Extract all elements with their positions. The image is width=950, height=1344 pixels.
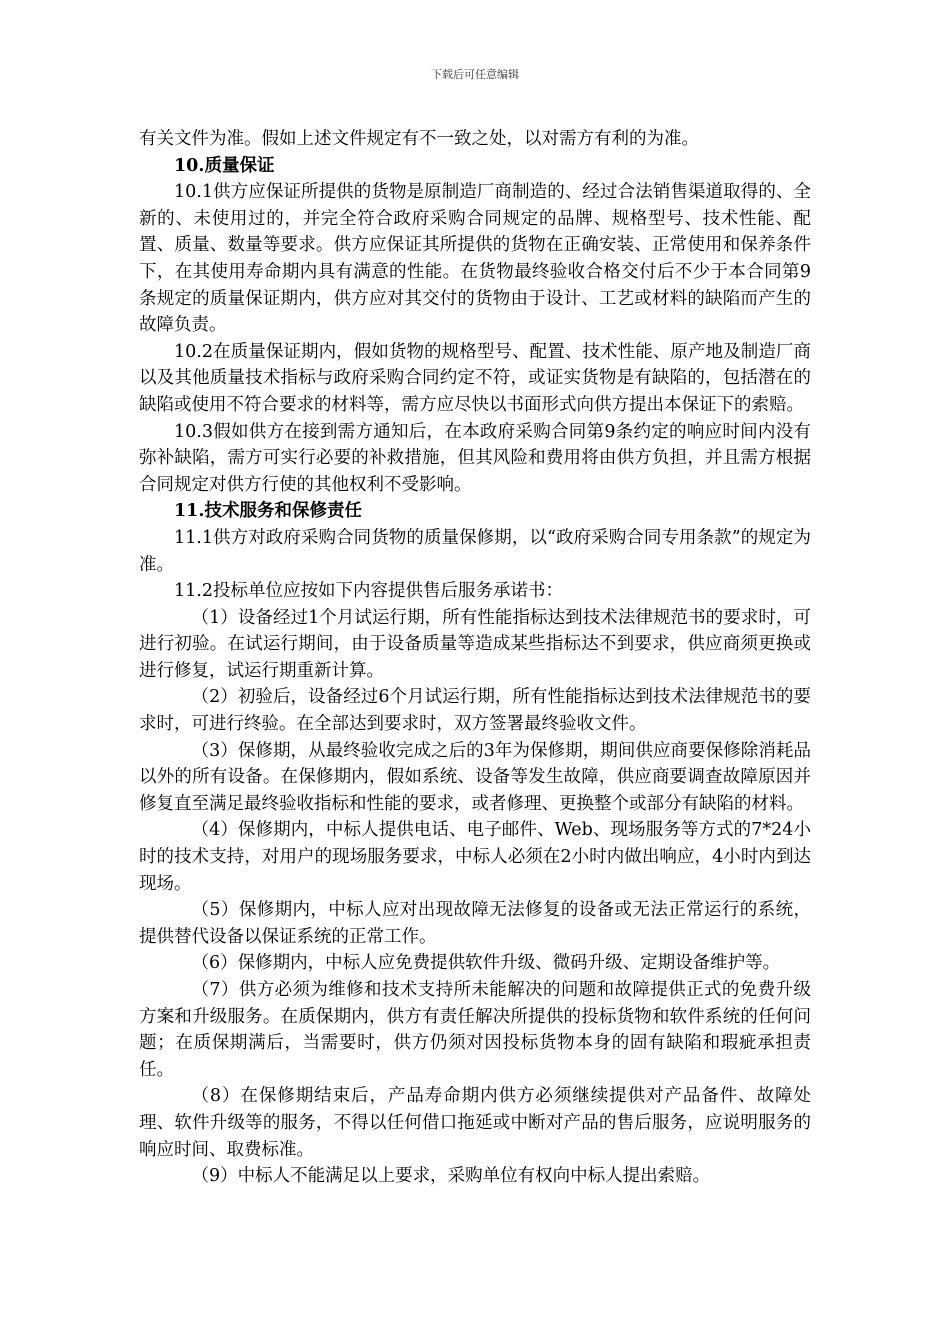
- list-item-4: （4）保修期内，中标人提供电话、电子邮件、Web、现场服务等方式的7*24小时的技术支持，对用户的现场服务要求，中标人必须在2小时内做出响应，4小时内到达现场。: [139, 820, 811, 894]
- document-body: [139, 126, 811, 1190]
- paragraph-10-3: 10.3假如供方在接到需方通知后，在本政府采购合同第9条约定的响应时间内没有弥补缺陷，需方可实行必要的补救措施，但其风险和费用将由供方负担，并且需方根据合同规定对供方行使的其他权利不受影响。: [139, 421, 811, 495]
- list-item-5: （5）保修期内，中标人应对出现故障无法修复的设备或无法正常运行的系统，提供替代设备以保证系统的正常工作。: [139, 900, 811, 947]
- list-item-1: （1）设备经过1个月试运行期，所有性能指标达到技术法律规范书的要求时，可进行初验。在试运行期间，由于设备质量等造成某些指标达不到要求，供应商须更换或进行修复，试运行期重新计算。: [139, 607, 811, 681]
- section-heading-technical-service: 11.技术服务和保修责任: [174, 501, 362, 522]
- list-item-9: （9）中标人不能满足以上要求，采购单位有权向中标人提出索赔。: [191, 1166, 711, 1187]
- page-header: 下载后可任意编辑: [431, 68, 519, 81]
- list-item-2: （2）初验后，设备经过6个月试运行期，所有性能指标达到技术法律规范书的要求时，可进行终验。在全部达到要求时，双方签署最终验收文件。: [139, 687, 811, 735]
- section-heading-quality-assurance: 10.质量保证: [174, 155, 275, 176]
- list-item-8: （8）在保修期结束后，产品寿命期内供方必须继续提供对产品备件、故障处理、软件升级等的服务，不得以任何借口拖延或中断对产品的售后服务，应说明服务的响应时间、取费标准。: [139, 1086, 811, 1160]
- paragraph-10-2: 10.2在质量保证期内，假如货物的规格型号、配置、技术性能、原产地及制造厂商以及其他质量技术指标与政府采购合同约定不符，或证实货物是有缺陷的，包括潜在的缺陷或使用不符合要求的材料等，需方应尽快以书面形式向供方提出本保证下的索赔。: [139, 341, 811, 415]
- paragraph-11-1: 11.1供方对政府采购合同货物的质量保修期，以“政府采购合同专用条款”的规定为准。: [139, 527, 811, 575]
- paragraph-10-1: 10.1供方应保证所提供的货物是原制造厂商制造的、经过合法销售渠道取得的、全新的、未使用过的，并完全符合政府采购合同规定的品牌、规格型号、技术性能、配置、质量、数量等要求。供方应保证其所提供的货物在正确安装、正常使用和保养条件下，在其使用寿命期内具有满意的性能。在货物最终验收合格交付后不少于本合同第9条规定的质量保证期内，供方应对其交付的货物由于设计、工艺或材料的缺陷而产生的故障负责。: [139, 182, 811, 336]
- paragraph-11-2: 11.2投标单位应按如下内容提供售后服务承诺书：: [174, 581, 563, 602]
- list-item-7: （7）供方必须为维修和技术支持所未能解决的问题和故障提供正式的免费升级方案和升级服务。在质保期内，供方有责任解决所提供的投标货物和软件系统的任何问题；在质保期满后，当需要时，供方仍须对因投标货物本身的固有缺陷和瑕疵承担责任。: [139, 980, 811, 1080]
- list-item-6: （6）保修期内，中标人应免费提供软件升级、微码升级、定期设备维护等。: [191, 953, 781, 974]
- paragraph-continuation: 有关文件为准。假如上述文件规定有不一致之处，以对需方有利的为准。: [139, 129, 699, 149]
- list-item-3: （3）保修期，从最终验收完成之后的3年为保修期，期间供应商要保修除消耗品以外的所有设备。在保修期内，假如系统、设备等发生故障，供应商要调查故障原因并修复直至满足最终验收指标和性能的要求，或者修理、更换整个或部分有缺陷的材料。: [139, 740, 811, 814]
